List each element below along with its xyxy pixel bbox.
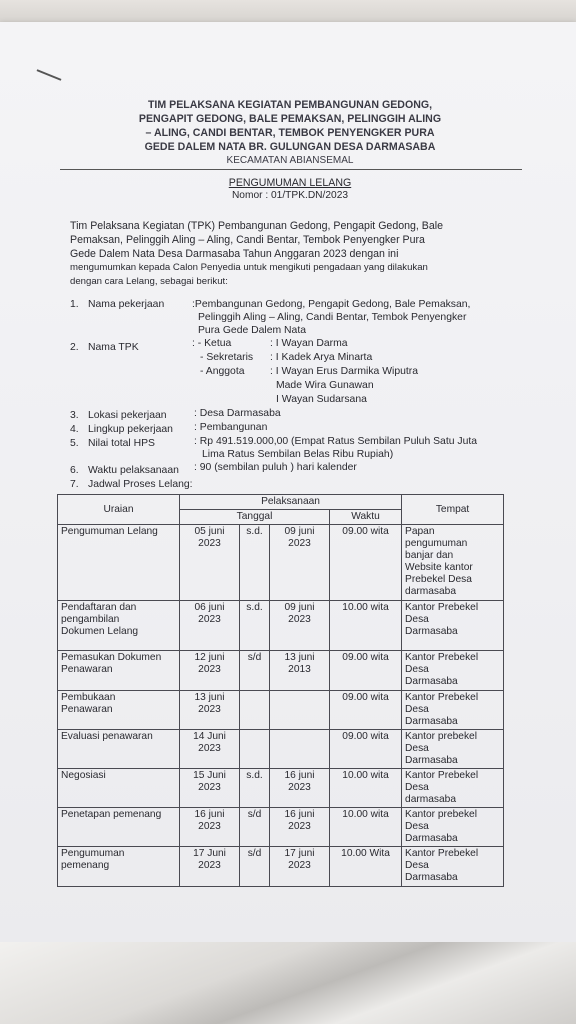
intro-line: Gede Dalem Nata Desa Darmasaba Tahun Anggaran 2023 dengan ini <box>70 248 399 260</box>
cell-tempat-line: Kantor Prebekel <box>405 692 479 703</box>
cell-tempat-line: Darmasaba <box>405 626 458 637</box>
announcement-title: PENGUMUMAN LELANG <box>228 177 352 189</box>
announcement-number: Nomor : 01/TPK.DN/2023 <box>231 190 349 201</box>
schedule-row <box>58 730 504 769</box>
item-number: 1. <box>70 299 79 310</box>
cell-start-date-line: 06 juni <box>194 602 225 613</box>
cell-tempat-line: Darmasaba <box>405 755 458 766</box>
tpk-member: Made Wira Gunawan <box>276 380 374 391</box>
col-header-tanggal: Tanggal <box>180 510 330 525</box>
cell-end-date-line: 2023 <box>288 614 311 625</box>
cell-separator <box>240 730 270 769</box>
cell-end-date <box>270 525 330 601</box>
col-header-waktu: Waktu <box>330 510 402 525</box>
cell-separator-line: s/d <box>247 652 262 663</box>
cell-uraian <box>58 769 180 808</box>
cell-start-date-line: 2023 <box>198 614 221 625</box>
cell-uraian-line: Penawaran <box>61 664 113 675</box>
item-label: Lingkup pekerjaan <box>88 424 173 435</box>
cell-tempat-line: Darmasaba <box>405 872 458 883</box>
cell-end-date-line: 16 juni <box>284 809 315 820</box>
cell-uraian-line: Pengumuman Lelang <box>61 526 158 537</box>
cell-uraian-line: pengambilan <box>61 614 120 625</box>
cell-start-date-line: 2023 <box>198 704 221 715</box>
cell-tempat-line: Kantor Prebekel <box>405 602 479 613</box>
header-rule <box>60 169 522 170</box>
cell-uraian-line: Negosiasi <box>61 770 106 781</box>
item-value: :Pembangunan Gedong, Pengapit Gedong, Bale Pemaksan, <box>192 299 471 310</box>
cell-separator-line: s.d. <box>246 602 263 613</box>
tpk-member: : I Wayan Erus Darmika Wiputra <box>270 366 419 377</box>
item-value: : 90 (sembilan puluh ) hari kalender <box>194 462 357 473</box>
cell-start-date-line: 14 Juni <box>193 731 226 742</box>
cell-start-date <box>180 847 240 887</box>
intro-line: Pemaksan, Pelinggih Aling – Aling, Candi Bentar, Tembok Penyengker Pura <box>70 234 425 246</box>
item-value: Pelinggih Aling – Aling, Candi Bentar, Tembok Penyengker <box>198 312 467 323</box>
cell-end-date-line: 2023 <box>288 821 311 832</box>
cell-separator <box>240 601 270 651</box>
cell-start-date-line: 2023 <box>198 664 221 675</box>
tpk-role: : - Ketua <box>192 338 232 349</box>
cell-tempat-line: Desa <box>405 704 429 715</box>
cell-uraian-line: Evaluasi penawaran <box>61 731 153 742</box>
cell-separator <box>240 691 270 730</box>
header-line-3: – ALING, CANDI BENTAR, TEMBOK PENYENGKER PURA <box>145 127 435 139</box>
schedule-row <box>58 847 504 887</box>
cell-start-date-line: 15 Juni <box>193 770 226 781</box>
cell-uraian-line: Pendaftaran dan <box>61 602 137 613</box>
cell-tempat-line: Desa <box>405 664 429 675</box>
cell-end-date-line: 16 juni <box>284 770 315 781</box>
cell-tempat-line: Kantor Prebekel <box>405 652 479 663</box>
cell-tempat <box>402 601 504 651</box>
cell-tempat-line: Desa <box>405 821 429 832</box>
cell-separator-line: s.d. <box>246 526 263 537</box>
cell-tempat-line: Darmasaba <box>405 833 458 844</box>
tpk-role: - Sekretaris <box>200 352 254 363</box>
item-label: Nilai total HPS <box>88 438 155 449</box>
item-label: Lokasi pekerjaan <box>88 410 167 421</box>
cell-uraian-line: pemenang <box>61 860 110 871</box>
item-value: Lima Ratus Sembilan Belas Ribu Rupiah) <box>202 449 394 460</box>
cell-end-date <box>270 769 330 808</box>
cell-start-date-line: 05 juni <box>194 526 225 537</box>
schedule-table <box>57 494 504 887</box>
cell-separator <box>240 847 270 887</box>
cell-start-date-line: 2023 <box>198 860 221 871</box>
header-line-5: KECAMATAN ABIANSEMAL <box>226 155 354 166</box>
cell-end-date-line: 13 juni <box>284 652 315 663</box>
cell-separator <box>240 525 270 601</box>
intro-line: dengan cara Lelang, sebagai berikut: <box>70 276 228 287</box>
header-line-4: GEDE DALEM NATA BR. GULUNGAN DESA DARMASABA <box>144 141 436 153</box>
cell-tempat <box>402 769 504 808</box>
tpk-role: - Anggota <box>200 366 245 377</box>
cell-tempat-line: Darmasaba <box>405 716 458 727</box>
cell-end-date <box>270 847 330 887</box>
cell-uraian-line: Pemasukan Dokumen <box>61 652 162 663</box>
cell-uraian <box>58 525 180 601</box>
item-label: Jadwal Proses Lelang: <box>88 479 193 490</box>
cell-tempat <box>402 525 504 601</box>
cell-waktu <box>330 525 402 601</box>
cell-start-date <box>180 691 240 730</box>
cell-end-date <box>270 601 330 651</box>
item-value: Pura Gede Dalem Nata <box>198 325 307 336</box>
schedule-row <box>58 651 504 691</box>
item-value: : Desa Darmasaba <box>194 408 281 419</box>
col-header-pelaksanaan: Pelaksanaan <box>180 495 402 510</box>
cell-uraian-line: Penawaran <box>61 704 113 715</box>
intro-line: mengumumkan kepada Calon Penyedia untuk mengikuti pengadaan yang dilakukan <box>70 262 428 273</box>
cell-tempat-line: Papan <box>405 526 435 537</box>
cell-end-date-line: 2023 <box>288 860 311 871</box>
cell-start-date <box>180 601 240 651</box>
item-label: Waktu pelaksanaan <box>88 465 179 476</box>
cell-tempat-line: Website kantor <box>405 562 473 573</box>
cell-tempat-line: pengumuman <box>405 538 468 549</box>
item-number: 3. <box>70 410 79 421</box>
cell-waktu-line: 10.00 Wita <box>341 848 390 859</box>
cell-separator-line: s.d. <box>246 770 263 781</box>
cell-waktu-line: 09.00 wita <box>342 652 389 663</box>
cell-start-date <box>180 808 240 847</box>
cell-end-date <box>270 808 330 847</box>
cell-separator <box>240 651 270 691</box>
cell-end-date-line: 2023 <box>288 538 311 549</box>
header-line-1: TIM PELAKSANA KEGIATAN PEMBANGUNAN GEDONG, <box>147 99 433 111</box>
cell-waktu-line: 09.00 wita <box>342 692 389 703</box>
cell-start-date <box>180 769 240 808</box>
cell-separator <box>240 808 270 847</box>
item-number: 5. <box>70 438 79 449</box>
cell-tempat-line: Desa <box>405 860 429 871</box>
cell-start-date <box>180 525 240 601</box>
cell-end-date-line: 09 juni <box>284 602 315 613</box>
cell-end-date-line: 17 juni <box>284 848 315 859</box>
intro-paragraph <box>70 219 526 289</box>
item-number: 6. <box>70 465 79 476</box>
cell-waktu-line: 10.00 wita <box>342 770 389 781</box>
item-label: Nama TPK <box>88 342 139 353</box>
cell-waktu-line: 09.00 wita <box>342 731 389 742</box>
cell-tempat-line: banjar dan <box>405 550 454 561</box>
cell-uraian <box>58 808 180 847</box>
item-number: 7. <box>70 479 79 490</box>
cell-uraian <box>58 601 180 651</box>
tpk-member: I Wayan Sudarsana <box>276 394 367 405</box>
schedule-row <box>58 769 504 808</box>
tpk-member: : I Wayan Darma <box>270 338 348 349</box>
schedule-row <box>58 525 504 601</box>
cell-start-date <box>180 730 240 769</box>
cell-start-date-line: 2023 <box>198 821 221 832</box>
item-value: : Rp 491.519.000,00 (Empat Ratus Sembilan Puluh Satu Juta <box>194 436 478 447</box>
cell-separator <box>240 769 270 808</box>
cell-tempat-line: darmasaba <box>405 794 457 805</box>
cell-uraian <box>58 691 180 730</box>
schedule-row <box>58 601 504 651</box>
cell-waktu <box>330 808 402 847</box>
cell-tempat <box>402 691 504 730</box>
cell-separator-line: s/d <box>247 809 262 820</box>
cell-tempat-line: Kantor prebekel <box>405 731 477 742</box>
cell-waktu <box>330 691 402 730</box>
col-header-tempat: Tempat <box>402 495 504 525</box>
cell-tempat-line: darmasaba <box>405 586 457 597</box>
cell-waktu <box>330 730 402 769</box>
schedule-row <box>58 808 504 847</box>
cell-tempat-line: Desa <box>405 743 429 754</box>
cell-start-date-line: 16 juni <box>194 809 225 820</box>
cell-uraian-line: Pengumuman <box>61 848 125 859</box>
cell-waktu <box>330 847 402 887</box>
cell-waktu <box>330 769 402 808</box>
item-number: 4. <box>70 424 79 435</box>
cell-tempat-line: Kantor prebekel <box>405 809 477 820</box>
cell-end-date <box>270 730 330 769</box>
tpk-member: : I Kadek Arya Minarta <box>270 352 373 363</box>
cell-tempat-line: Darmasaba <box>405 676 458 687</box>
cell-tempat-line: Prebekel Desa <box>405 574 472 585</box>
item-label: Nama pekerjaan <box>88 299 165 310</box>
cell-tempat-line: Kantor Prebekel <box>405 848 479 859</box>
marble-surface <box>0 942 576 1024</box>
cell-start-date-line: 2023 <box>198 743 221 754</box>
cell-uraian <box>58 730 180 769</box>
schedule-row <box>58 691 504 730</box>
cell-start-date-line: 17 Juni <box>193 848 226 859</box>
cell-uraian-line: Penetapan pemenang <box>61 809 162 820</box>
cell-tempat <box>402 651 504 691</box>
cell-start-date-line: 13 juni <box>194 692 225 703</box>
cell-waktu <box>330 651 402 691</box>
intro-line: Tim Pelaksana Kegiatan (TPK) Pembangunan Gedong, Pengapit Gedong, Bale <box>70 220 443 232</box>
cell-start-date-line: 12 juni <box>194 652 225 663</box>
cell-separator-line: s/d <box>247 848 262 859</box>
cell-uraian <box>58 651 180 691</box>
cell-tempat-line: Kantor Prebekel <box>405 770 479 781</box>
cell-end-date-line: 09 juni <box>284 526 315 537</box>
item-value: : Pembangunan <box>194 422 268 433</box>
col-header-uraian: Uraian <box>58 495 180 525</box>
cell-uraian <box>58 847 180 887</box>
cell-uraian-line: Pembukaan <box>61 692 116 703</box>
cell-waktu-line: 10.00 wita <box>342 602 389 613</box>
cell-waktu-line: 10.00 wita <box>342 809 389 820</box>
cell-waktu <box>330 601 402 651</box>
cell-end-date <box>270 651 330 691</box>
cell-end-date <box>270 691 330 730</box>
cell-tempat-line: Desa <box>405 782 429 793</box>
cell-tempat <box>402 808 504 847</box>
cell-tempat <box>402 730 504 769</box>
header-line-2: PENGAPIT GEDONG, BALE PEMAKSAN, PELINGGIH ALING <box>138 113 442 125</box>
cell-tempat-line: Desa <box>405 614 429 625</box>
cell-uraian-line: Dokumen Lelang <box>61 626 139 637</box>
cell-start-date-line: 2023 <box>198 538 221 549</box>
cell-end-date-line: 2013 <box>288 664 311 675</box>
cell-end-date-line: 2023 <box>288 782 311 793</box>
cell-tempat <box>402 847 504 887</box>
cell-start-date-line: 2023 <box>198 782 221 793</box>
cell-start-date <box>180 651 240 691</box>
cell-waktu-line: 09.00 wita <box>342 526 389 537</box>
item-number: 2. <box>70 342 79 353</box>
